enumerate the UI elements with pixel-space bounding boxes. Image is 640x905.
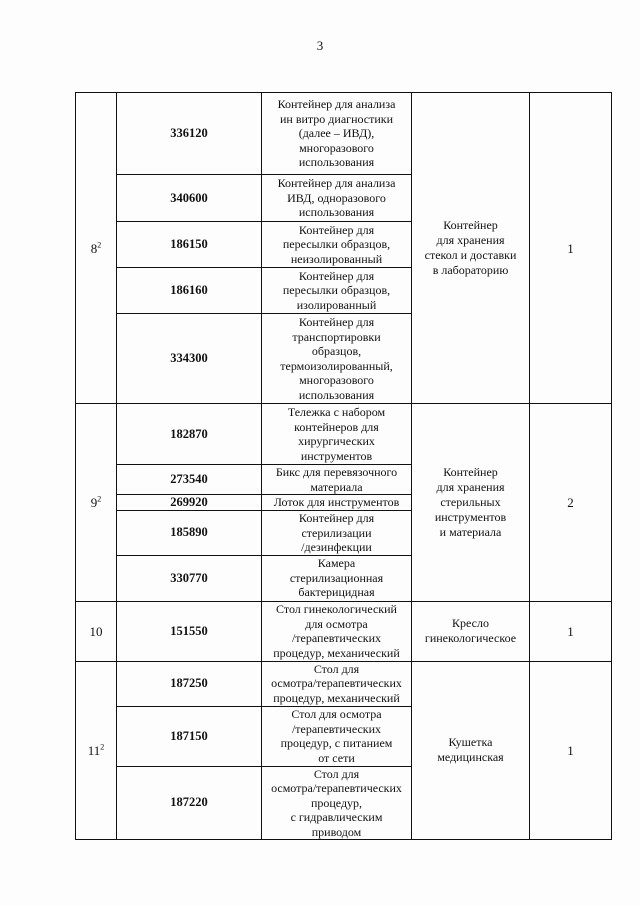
item-code: 273540 xyxy=(117,465,262,495)
quantity: 1 xyxy=(530,93,612,404)
item-name: Камера стерилизационная бактерицидная xyxy=(262,555,412,601)
item-name: Стол для осмотра/терапевтических процедур, механический xyxy=(262,661,412,706)
group-name: Кресло гинекологическое xyxy=(412,601,530,661)
item-code: 182870 xyxy=(117,404,262,465)
row-number: 10 xyxy=(76,601,117,661)
quantity: 1 xyxy=(530,661,612,840)
quantity: 1 xyxy=(530,601,612,661)
item-code: 269920 xyxy=(117,495,262,511)
item-code: 186160 xyxy=(117,268,262,314)
item-code: 336120 xyxy=(117,93,262,175)
item-name: Тележка с набором контейнеров для хирургических инструментов xyxy=(262,404,412,465)
item-code: 186150 xyxy=(117,222,262,268)
item-code: 334300 xyxy=(117,314,262,404)
item-name: Контейнер для анализа ин витро диагностики (далее – ИВД), многоразового использования xyxy=(262,93,412,175)
table-row xyxy=(76,93,612,175)
table-row xyxy=(76,404,612,465)
item-name: Лоток для инструментов xyxy=(262,495,412,511)
row-number: $8^2$ xyxy=(76,93,117,404)
item-name: Стол гинекологический для осмотра /терапевтических процедур, механический xyxy=(262,601,412,661)
table-row xyxy=(76,601,612,661)
item-name: Бикс для перевязочного материала xyxy=(262,465,412,495)
row-number: $9^2$ xyxy=(76,404,117,602)
item-code: 187220 xyxy=(117,766,262,840)
item-name: Контейнер для пересылки образцов, изолированный xyxy=(262,268,412,314)
item-name: Контейнер для анализа ИВД, одноразового использования xyxy=(262,175,412,222)
item-name: Стол для осмотра /терапевтических процедур, с питанием от сети xyxy=(262,706,412,766)
page-number: 3 xyxy=(316,38,324,53)
item-name: Стол для осмотра/терапевтических процедур, с гидравлическим приводом xyxy=(262,766,412,840)
item-code: 151550 xyxy=(117,601,262,661)
item-name: Контейнер для транспортировки образцов, термоизолированный, многоразового использования xyxy=(262,314,412,404)
group-name: Контейнер для хранения стерильных инструментов и материала xyxy=(412,404,530,602)
table-row xyxy=(76,661,612,706)
quantity: 2 xyxy=(530,404,612,602)
group-name: Контейнер для хранения стекол и доставки в лабораторию xyxy=(412,93,530,404)
item-name: Контейнер для стерилизации /дезинфекции xyxy=(262,511,412,556)
equipment-table xyxy=(75,92,612,840)
row-number: $11^2$ xyxy=(76,661,117,840)
item-code: 187250 xyxy=(117,661,262,706)
item-code: 340600 xyxy=(117,175,262,222)
item-code: 330770 xyxy=(117,555,262,601)
item-code: 187150 xyxy=(117,706,262,766)
group-name: Кушетка медицинская xyxy=(412,661,530,840)
item-name: Контейнер для пересылки образцов, неизолированный xyxy=(262,222,412,268)
item-code: 185890 xyxy=(117,511,262,556)
